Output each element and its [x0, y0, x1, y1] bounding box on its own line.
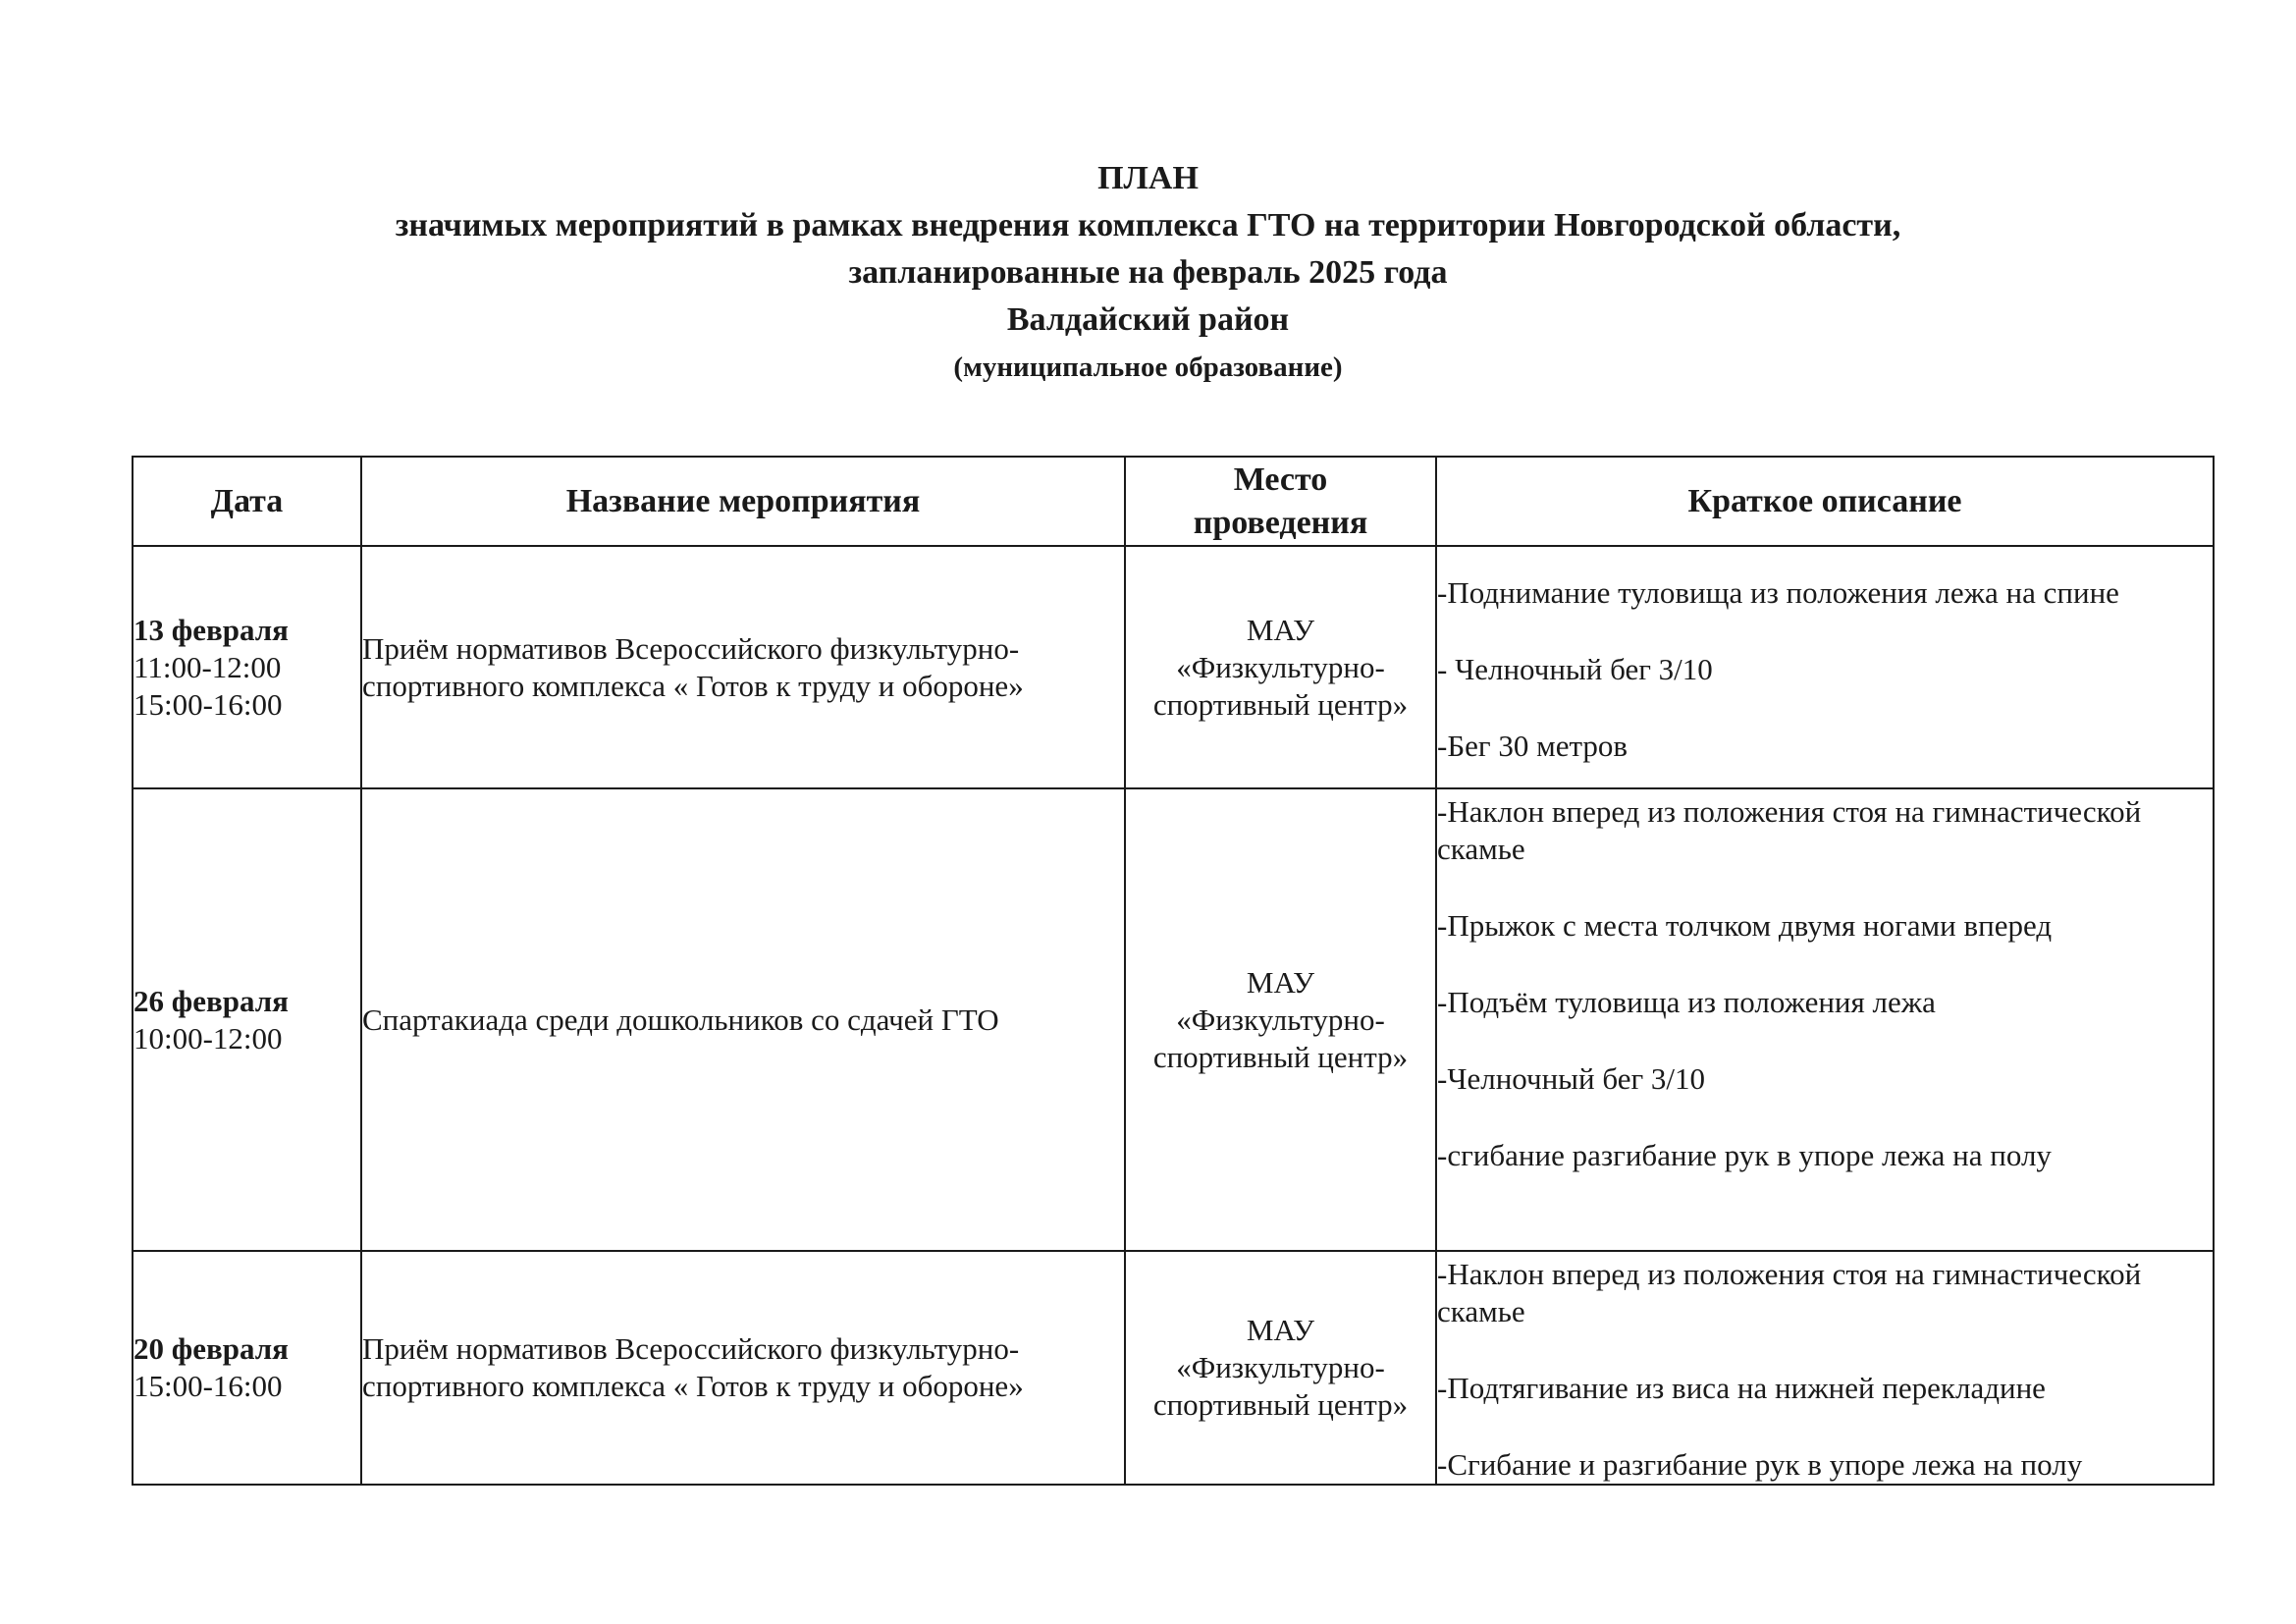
district-name: Валдайский район [1006, 301, 1290, 338]
event-time: 15:00-16:00 [133, 686, 283, 722]
event-day: 20 февраля [133, 1331, 289, 1366]
event-name: Приём нормативов Всероссийского физкультурно-спортивного комплекса « Готов к труду и обороне» [361, 546, 1125, 788]
description-item: -Бег 30 метров [1437, 728, 1629, 763]
place-line: «Физкультурно- [1176, 1001, 1385, 1037]
place-line: МАУ [1246, 1313, 1315, 1347]
description-item: -Прыжок с места толчком двумя ногами вперед [1437, 908, 2053, 943]
document-subtitle-2: запланированные на февраль 2025 года [848, 254, 1448, 291]
event-description [1436, 546, 2214, 788]
description-item: -Поднимание туловища из положения лежа на спине [1437, 574, 2119, 610]
place-line: спортивный центр» [1152, 1387, 1409, 1422]
description-item: -Челночный бег 3/10 [1437, 1061, 1706, 1096]
event-date [133, 546, 361, 788]
description-item: - Челночный бег 3/10 [1437, 651, 1713, 686]
event-description [1436, 788, 2214, 1251]
event-date [133, 788, 361, 1251]
table-row [133, 788, 2214, 1251]
place-line: спортивный центр» [1152, 1039, 1409, 1074]
place-line: МАУ [1246, 964, 1315, 1000]
description-item: -Сгибание и разгибание рук в упоре лежа на полу [1437, 1447, 2083, 1482]
event-description [1436, 1251, 2214, 1485]
place-line: «Физкультурно- [1176, 649, 1385, 684]
event-place [1125, 1251, 1436, 1485]
event-day: 26 февраля [133, 983, 289, 1018]
event-time: 15:00-16:00 [133, 1369, 283, 1403]
description-item: -Наклон вперед из положения стоя на гимнастической скамье [1437, 1257, 2142, 1328]
place-line: МАУ [1246, 612, 1315, 647]
event-place [1125, 788, 1436, 1251]
header-description: Краткое описание [1436, 457, 2214, 546]
events-table [132, 456, 2215, 1486]
event-time: 11:00-12:00 [133, 649, 282, 684]
event-name: Приём нормативов Всероссийского физкультурно-спортивного комплекса « Готов к труду и обороне» [361, 1251, 1125, 1485]
document-title: ПЛАН [1097, 160, 1199, 196]
description-item: -Наклон вперед из положения стоя на гимнастической скамье [1437, 794, 2142, 866]
district-note: (муниципальное образование) [953, 352, 1343, 383]
event-time: 10:00-12:00 [133, 1020, 283, 1056]
header-place-line1: Место [1233, 460, 1328, 498]
event-name: Спартакиада среди дошкольников со сдачей ГТО [361, 788, 1125, 1251]
event-place [1125, 546, 1436, 788]
document-header [0, 155, 2296, 389]
table-row [133, 1251, 2214, 1485]
header-date: Дата [133, 457, 361, 546]
event-date [133, 1251, 361, 1485]
document-subtitle-1: значимых мероприятий в рамках внедрения комплекса ГТО на территории Новгородской области, [395, 207, 1901, 244]
place-line: «Физкультурно- [1176, 1350, 1385, 1384]
description-item: -Подтягивание из виса на нижней перекладине [1437, 1371, 2046, 1405]
place-line: спортивный центр» [1152, 686, 1409, 722]
description-item: -сгибание разгибание рук в упоре лежа на полу [1437, 1138, 2052, 1172]
description-item: -Подъём туловища из положения лежа [1437, 985, 1936, 1019]
event-day: 13 февраля [133, 612, 289, 647]
table-header-row [133, 457, 2214, 546]
header-place [1125, 457, 1436, 546]
header-place-line2: проведения [1193, 504, 1368, 541]
header-name: Название мероприятия [361, 457, 1125, 546]
table-row [133, 546, 2214, 788]
